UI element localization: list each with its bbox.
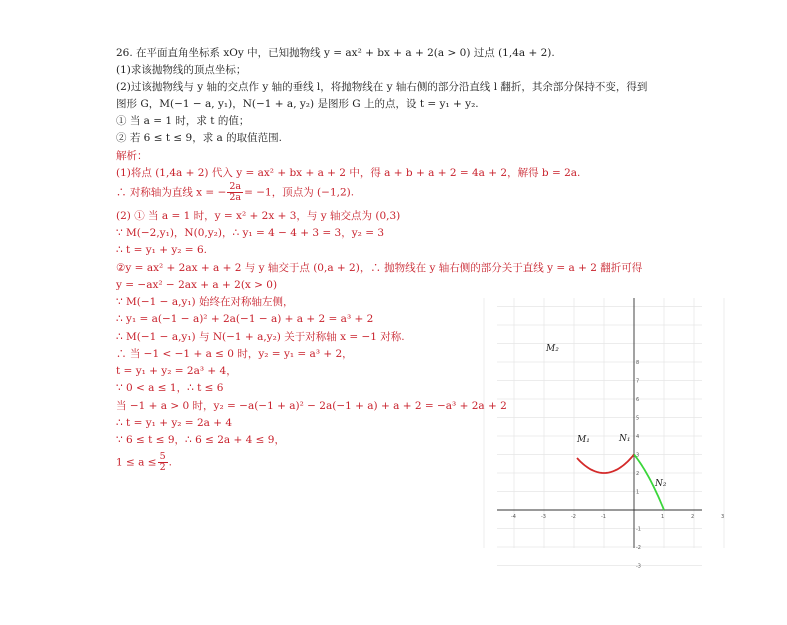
y-tick-label: -2 (636, 545, 641, 551)
y-tick-label: 2 (636, 471, 640, 477)
label-n1: N₁ (619, 434, 631, 444)
y-tick-label: 3 (636, 452, 640, 459)
y-tick-label: -3 (636, 563, 641, 570)
solution-line-5: ∴ t = y₁ + y₂ = 6. (116, 244, 207, 256)
x-tick-label: -4 (511, 514, 516, 520)
solution-line-2-post: = −1，顶点为 (−1,2). (244, 186, 355, 199)
y-tick-label: 8 (636, 360, 640, 366)
fraction (158, 452, 168, 473)
solution-line-17 (116, 452, 172, 473)
fraction-numerator: 2a (229, 181, 242, 192)
solution-line-7: y = −ax² − 2ax + a + 2(x > 0) (116, 279, 278, 291)
question-stem: 26. 在平面直角坐标系 xOy 中，已知抛物线 y = ax² + bx + a + 2(a > 0) 过点 (1,4a + 2). (116, 47, 555, 59)
fraction-denominator: 2 (159, 462, 166, 473)
solution-line-11: ∴ 当 −1 < −1 + a ≤ 0 时，y₂ = y₁ = a³ + 2， (116, 348, 353, 360)
solution-line-16: ∵ 6 ≤ t ≤ 9，∴ 6 ≤ 2a + 4 ≤ 9， (116, 434, 285, 446)
y-tick-label: 5 (636, 415, 640, 422)
y-tick-label: 1 (636, 489, 640, 496)
solution-line-2 (116, 182, 354, 203)
x-tick-label: -2 (571, 514, 576, 520)
y-tick-labels (636, 360, 641, 570)
y-tick-label: -1 (636, 526, 641, 533)
solution-line-3: (2) ① 当 a = 1 时，y = x² + 2x + 3，与 y 轴交点为 (0,3) (116, 210, 401, 222)
solution-line-13: ∵ 0 < a ≤ 1，∴ t ≤ 6 (116, 382, 224, 394)
solution-line-14: 当 −1 + a > 0 时，y₂ = −a(−1 + a)² − 2a(−1 + a) + a + 2 = −a³ + 2a + 2 (116, 400, 507, 412)
fraction-denominator: 2a (229, 192, 242, 203)
x-tick-label: -1 (601, 514, 606, 520)
y-tick-label: 7 (636, 378, 640, 385)
solution-line-8: ∵ M(−1 − a,y₁) 始终在对称轴左侧， (116, 296, 294, 308)
solution-line-9: ∴ y₁ = a(−1 − a)² + 2a(−1 − a) + a + 2 = a³ + 2 (116, 313, 374, 325)
solution-line-17-post: . (168, 456, 172, 469)
function-graph (497, 298, 725, 570)
x-tick-labels (511, 514, 724, 520)
label-n2: N₂ (655, 479, 667, 489)
label-m2: M₂ (546, 344, 559, 354)
solution-line-17-pre: 1 ≤ a ≤ (116, 456, 157, 469)
x-tick-label: 1 (661, 514, 665, 520)
fraction-numerator: 5 (159, 451, 166, 462)
solution-line-10: ∴ M(−1 − a,y₁) 与 N(−1 + a,y₂) 关于对称轴 x = −1 对称. (116, 331, 405, 343)
question-sub1: ① 当 a = 1 时，求 t 的值； (116, 115, 250, 127)
y-tick-label: 4 (636, 434, 640, 440)
solution-line-12: t = y₁ + y₂ = 2a³ + 4， (116, 365, 237, 377)
question-part2-line2: 图形 G，M(−1 − a, y₁)，N(−1 + a, y₂) 是图形 G 上的点，设 t = y₁ + y₂. (116, 98, 479, 110)
solution-line-1: (1)将点 (1,4a + 2) 代入 y = ax² + bx + a + 2 中，得 a + b + a + 2 = 4a + 2，解得 b = 2a. (116, 167, 581, 179)
y-tick-label: 6 (636, 397, 640, 403)
solution-line-2-pre: ∴ 对称轴为直线 x = − (116, 186, 227, 199)
question-sub2: ② 若 6 ≤ t ≤ 9，求 a 的取值范围. (116, 132, 282, 144)
question-part1: (1)求该抛物线的顶点坐标； (116, 64, 247, 76)
parabola-curve (577, 455, 634, 474)
fraction (227, 182, 243, 203)
x-tick-label: -3 (541, 514, 546, 520)
question-part2-line1: (2)过该抛物线与 y 轴的交点作 y 轴的垂线 l，将抛物线在 y 轴右侧的部分沿直线 l 翻折，其余部分保持不变，得到 (116, 81, 648, 93)
solution-line-15: ∴ t = y₁ + y₂ = 2a + 4 (116, 417, 233, 429)
x-tick-label: 2 (691, 514, 695, 520)
grid-lines (484, 298, 724, 566)
label-m1: M₁ (577, 435, 590, 445)
x-tick-label: 3 (721, 514, 725, 520)
solution-line-6: ②y = ax² + 2ax + a + 2 与 y 轴交于点 (0,a + 2)，∴ 抛物线在 y 轴右侧的部分关于直线 y = a + 2 翻折可得 (116, 262, 643, 274)
solution-line-4: ∵ M(−2,y₁)，N(0,y₂)，∴ y₁ = 4 − 4 + 3 = 3，y₂ = 3 (116, 227, 385, 239)
solution-heading: 解析： (116, 150, 148, 162)
